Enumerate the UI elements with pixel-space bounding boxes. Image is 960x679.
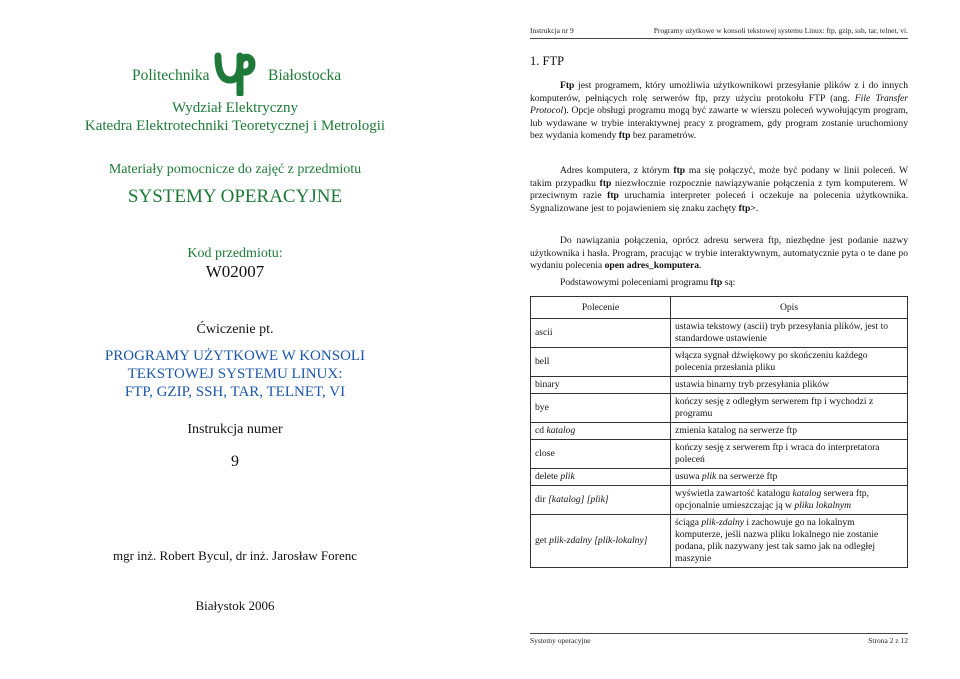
description-cell: ściąga plik-zdalny i zachowuje go na lokalnym komputerze, jeśli nazwa pliku lokalnego nie zostanie podana, plik nazywany jest tak samo jak na odległej maszynie	[671, 515, 908, 568]
content-page	[510, 0, 960, 679]
university-name-left: Politechnika	[132, 67, 210, 84]
course-code-label: Kod przedmiotu:	[187, 246, 283, 261]
footer-page-number: Strona 2 z 12	[868, 636, 908, 645]
exercise-title-line-2: TEKSTOWEJ SYSTEMU LINUX:	[127, 366, 343, 382]
table-row	[531, 394, 908, 423]
paragraph-4: Podstawowymi poleceniami programu ftp są:	[560, 277, 736, 288]
description-cell: ustawia binarny tryb przesyłania plików	[671, 377, 908, 394]
paragraph-3: Do nawiązania połączenia, oprócz adresu serwera ftp, niezbędne jest podanie nazwy użytkownika i hasła. Program, pracując w trybie interaktywnym, automatycznie pyta o te dane po wydaniu polecenia open adres_komputera.	[530, 235, 908, 271]
description-cell: zmienia katalog na serwerze ftp	[671, 423, 908, 440]
command-cell: cd katalog	[531, 423, 671, 440]
header-left: Instrukcja nr 9	[530, 26, 574, 35]
description-cell: wyświetla zawartość katalogu katalog serwera ftp, opcjonalnie umieszczając ją w pliku lokalnym	[671, 486, 908, 515]
description-cell: kończy sesję z serwerem ftp i wraca do interpretatora poleceń	[671, 440, 908, 469]
header-divider	[530, 38, 908, 39]
command-cell: delete plik	[531, 469, 671, 486]
footer-divider	[530, 633, 908, 634]
table-row	[531, 486, 908, 515]
table-row	[531, 440, 908, 469]
faculty-name: Wydział Elektryczny	[171, 100, 299, 116]
university-logo-icon	[212, 50, 258, 96]
title-page	[0, 0, 470, 679]
materials-text: Materiały pomocnicze do zajęć z przedmiotu	[108, 162, 362, 177]
exercise-title-line-3: FTP, GZIP, SSH, TAR, TELNET, VI	[124, 384, 346, 400]
table-header-row	[531, 297, 908, 319]
ftp-commands-table	[530, 296, 908, 568]
description-cell: włącza sygnał dźwiękowy po skończeniu każdego polecenia przesłania pliku	[671, 348, 908, 377]
command-cell: bye	[531, 394, 671, 423]
table-row	[531, 515, 908, 568]
footer-left: Systemy operacyjne	[530, 636, 591, 645]
paragraph-1: Ftp jest programem, który umożliwia użytkownikowi przesyłanie plików z i do innych komputerów, pełniących rolę serwerów ftp, przy użyciu protokołu FTP (ang. File Transfer Protocol). Opcje obsługi programu mogą być zawarte w wierszu poleceń wywołującym program, lub wydawane w trybie interaktywnej pracy z programem, gdy program zostanie uruchomiony bez wydania komendy ftp bez parametrów.	[530, 80, 908, 141]
table-row	[531, 377, 908, 394]
department-name: Katedra Elektrotechniki Teoretycznej i Metrologii	[84, 118, 386, 134]
description-cell: kończy sesję z odległym serwerem ftp i wychodzi z programu	[671, 394, 908, 423]
command-cell: get plik-zdalny [plik-lokalny]	[531, 515, 671, 568]
description-cell: ustawia tekstowy (ascii) tryb przesyłania plików, jest to standardowe ustawienie	[671, 319, 908, 348]
command-cell: dir [katalog] [plik]	[531, 486, 671, 515]
section-title: 1. FTP	[530, 54, 565, 68]
instruction-label: Instrukcja numer	[187, 422, 283, 437]
header-right: Programy użytkowe w konsoli tekstowej systemu Linux: ftp, gzip, ssh, tar, telnet, vi.	[653, 26, 908, 35]
table-row	[531, 319, 908, 348]
table-row	[531, 469, 908, 486]
table-row	[531, 423, 908, 440]
command-cell: close	[531, 440, 671, 469]
column-header-description: Opis	[671, 297, 908, 319]
university-header	[0, 50, 470, 100]
description-cell: usuwa plik na serwerze ftp	[671, 469, 908, 486]
exercise-label: Ćwiczenie pt.	[196, 322, 274, 337]
authors: mgr inż. Robert Bycul, dr inż. Jarosław Forenc	[112, 548, 358, 563]
command-cell: ascii	[531, 319, 671, 348]
table-row	[531, 348, 908, 377]
paragraph-2: Adres komputera, z którym ftp ma się połączyć, może być podany w linii poleceń. W takim przypadku ftp niezwłocznie rozpocznie nawiązywanie połączenia z tym komputerem. W przeciwnym razie ftp uruchamia interpreter poleceń i oczekuje na polecenia użytkownika. Sygnalizowane jest to pojawieniem się znaku zachęty ftp>.	[530, 165, 908, 214]
course-code: W02007	[205, 262, 265, 281]
subject-title: SYSTEMY OPERACYJNE	[127, 186, 343, 207]
command-cell: binary	[531, 377, 671, 394]
column-header-command: Polecenie	[531, 297, 671, 319]
exercise-title-line-1: PROGRAMY UŻYTKOWE W KONSOLI	[104, 348, 366, 364]
command-cell: bell	[531, 348, 671, 377]
instruction-number: 9	[231, 453, 239, 470]
university-name-right: Białostocka	[268, 67, 342, 84]
place-year: Białystok 2006	[195, 598, 275, 613]
